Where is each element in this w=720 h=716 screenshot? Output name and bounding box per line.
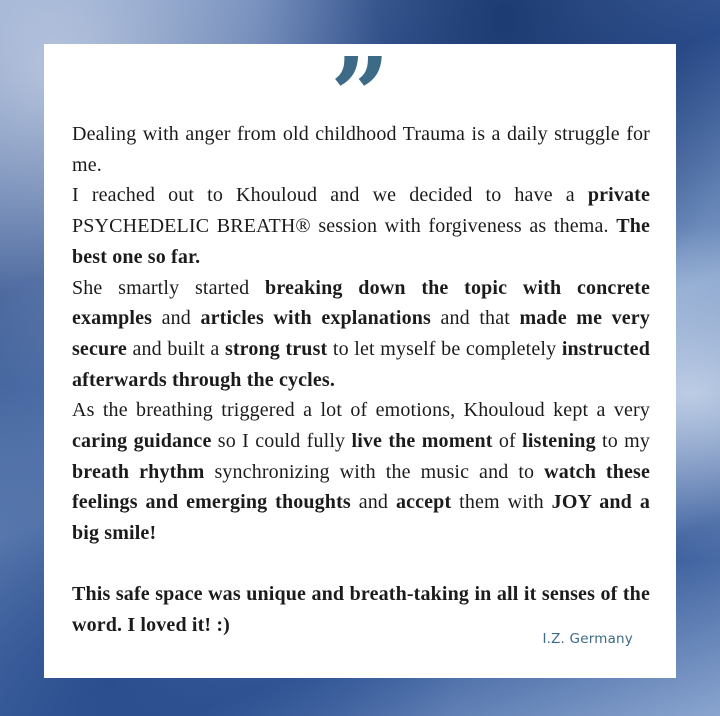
testimonial-paragraph [72,273,650,396]
testimonial-body [72,119,650,640]
highlighted-phrase: listening [522,430,596,453]
highlighted-phrase: The best one so far. [72,215,650,268]
highlighted-phrase: JOY and a big smile! [72,491,650,545]
closing-quote-icon: ” [330,44,390,114]
highlighted-phrase: made me very secure [72,307,650,360]
closing-statement: This safe space was unique and breath-taking in all it senses of the word. I loved it! :) [72,582,650,636]
text-segment: so I could fully [211,430,352,453]
text-segment: to my [595,430,650,453]
author-signature: I.Z. Germany [542,631,633,647]
testimonial-paragraphs [72,119,650,549]
text-segment: them with [451,491,552,514]
paragraph-spacer [72,549,650,579]
text-segment: of [492,430,523,453]
text-segment: and that [430,307,520,330]
text-segment: and built a [126,337,225,360]
highlighted-phrase: articles with explanations [200,307,431,330]
highlighted-phrase: caring guidance [72,430,212,453]
text-segment: and [152,307,201,330]
text-segment: I reached out to Khouloud and we decided to have a [72,184,588,207]
testimonial-paragraph [72,119,650,180]
highlighted-phrase: watch these feelings and emerging thoughts [72,460,650,514]
highlighted-phrase: breaking down the topic with concrete examples [72,276,650,330]
text-segment: to let myself be completely [327,337,562,360]
testimonial-paragraph [72,395,650,549]
text-segment: and [350,491,396,514]
highlighted-phrase: live the moment [351,430,493,453]
highlighted-phrase: instructed afterwards through the cycles. [72,337,650,391]
text-segment: synchronizing with the music and to [204,460,545,483]
text-segment: As the breathing triggered a lot of emotions, Khouloud kept a very [72,399,650,422]
testimonial-paragraph [72,180,650,272]
highlighted-phrase: strong trust [224,337,328,360]
highlighted-phrase: accept [395,491,452,514]
text-segment: PSYCHEDELIC BREATH® session with forgiveness as thema. [72,215,617,238]
text-segment: She smartly started [72,276,266,299]
text-segment: Dealing with anger from old childhood Trauma is a daily struggle for me. [72,123,650,176]
testimonial-card [44,44,676,678]
highlighted-phrase: private [587,184,650,207]
highlighted-phrase: breath rhythm [72,460,205,483]
